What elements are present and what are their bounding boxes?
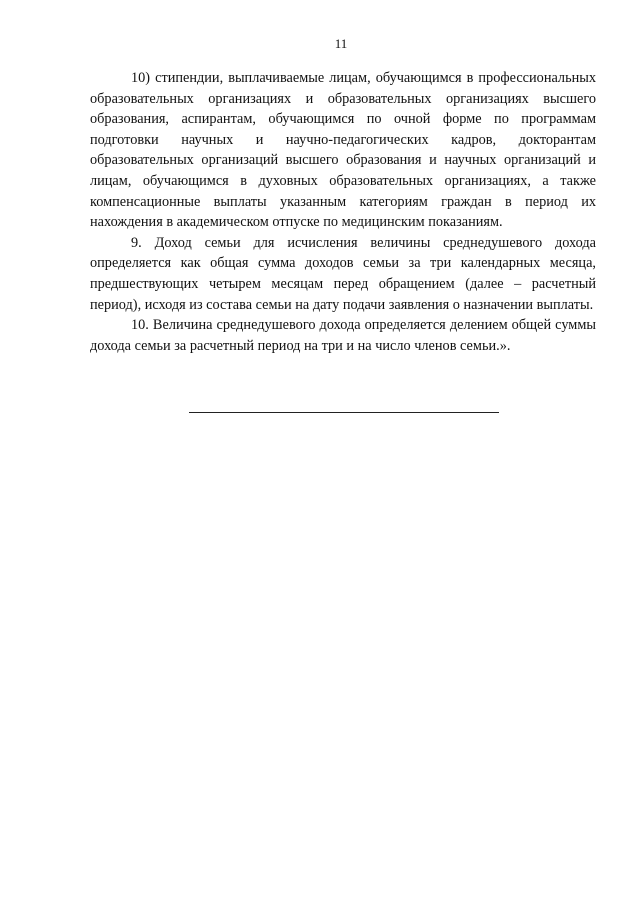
page-number: 11 xyxy=(334,36,348,51)
paragraph-stipends: 10) стипендии, выплачиваемые лицам, обучающимся в профессиональных образовательных организациях и образовательных организациях высшего образования, аспирантам, обучающимся по очной форме по программам подготовки научных и научно-педагогических кадров, докторантам образовательных организаций высшего образования и научных организаций и лицам, обучающимся в духовных образовательных организациях, а также компенсационные выплаты указанным категориям граждан в период их нахождения в академическом отпуске по медицинским показаниям. xyxy=(90,70,596,231)
paragraph-per-capita-income: 10. Величина среднедушевого дохода определяется делением общей суммы дохода семьи за расчетный период на три и на число членов семьи.». xyxy=(90,317,596,354)
paragraph-family-income: 9. Доход семьи для исчисления величины среднедушевого дохода определяется как общая сумма доходов семьи за три календарных месяца, предшествующих четырем месяцам перед обращением (далее – расчетный период), исходя из состава семьи на дату подачи заявления о назначении выплаты. xyxy=(90,234,596,313)
document-body xyxy=(90,68,596,356)
closing-separator-line xyxy=(189,412,499,413)
